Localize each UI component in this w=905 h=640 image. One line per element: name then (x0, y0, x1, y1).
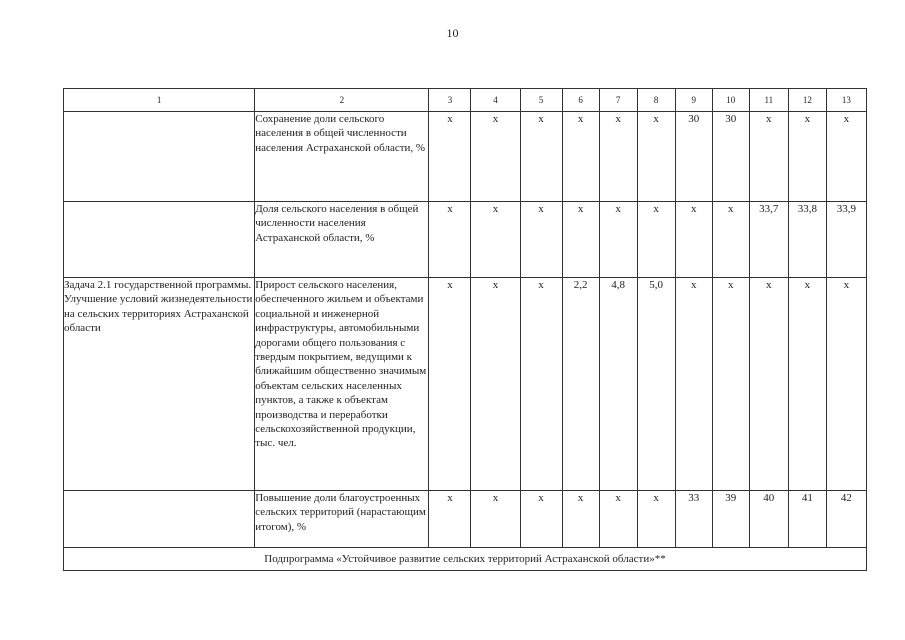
value-cell: 33,9 (826, 202, 866, 278)
value-cell: x (712, 202, 749, 278)
value-cell: 30 (712, 112, 749, 202)
header-cell: 2 (255, 89, 429, 112)
task-cell (64, 491, 255, 548)
task-cell (64, 202, 255, 278)
value-cell: x (637, 112, 675, 202)
value-cell: 5,0 (637, 278, 675, 491)
table-row (64, 491, 867, 548)
value-cell: x (675, 202, 712, 278)
value-cell: 39 (712, 491, 749, 548)
header-cell: 6 (562, 89, 599, 112)
value-cell: 2,2 (562, 278, 599, 491)
header-cell: 7 (599, 89, 637, 112)
header-cell: 1 (64, 89, 255, 112)
value-cell: x (788, 112, 826, 202)
value-cell: x (520, 491, 562, 548)
value-cell: x (471, 491, 520, 548)
value-cell: x (599, 202, 637, 278)
subprogram-row (64, 548, 867, 571)
subprogram-title: Подпрограмма «Устойчивое развитие сельских территорий Астраханской области»** (64, 548, 867, 571)
value-cell: 33,7 (749, 202, 788, 278)
value-cell: x (562, 112, 599, 202)
value-cell: 30 (675, 112, 712, 202)
value-cell: x (520, 202, 562, 278)
value-cell: x (471, 278, 520, 491)
value-cell: x (471, 202, 520, 278)
value-cell: x (637, 491, 675, 548)
value-cell: 40 (749, 491, 788, 548)
task-cell (64, 112, 255, 202)
header-cell: 11 (749, 89, 788, 112)
value-cell: x (749, 112, 788, 202)
task-cell: Задача 2.1 государственной программы. Улучшение условий жизнедеятельности на сельских территориях Астраханской области (64, 278, 255, 491)
header-cell: 8 (637, 89, 675, 112)
value-cell: 33,8 (788, 202, 826, 278)
value-cell: x (788, 278, 826, 491)
header-cell: 5 (520, 89, 562, 112)
indicator-cell: Доля сельского населения в общей численности населения Астраханской области, % (255, 202, 429, 278)
value-cell: x (637, 202, 675, 278)
value-cell: 4,8 (599, 278, 637, 491)
value-cell: x (712, 278, 749, 491)
table-header-row (64, 89, 867, 112)
value-cell: x (520, 112, 562, 202)
indicator-cell: Повышение доли благоустроенных сельских территорий (нарастающим итогом), % (255, 491, 429, 548)
table-row (64, 112, 867, 202)
value-cell: x (749, 278, 788, 491)
value-cell: x (826, 112, 866, 202)
page-number: 10 (446, 26, 459, 40)
header-cell: 3 (429, 89, 471, 112)
value-cell: x (599, 491, 637, 548)
header-cell: 10 (712, 89, 749, 112)
header-cell: 9 (675, 89, 712, 112)
header-cell: 13 (826, 89, 866, 112)
value-cell: x (675, 278, 712, 491)
value-cell: x (429, 202, 471, 278)
indicator-cell: Прирост сельского населения, обеспеченного жильем и объектами социальной и инженерной инфраструктуры, автомобильными дорогами общего пользования с твердым покрытием, ведущими к ближайшим общественно значимым объектам сельских населенных пунктов, а также к объектам производства и переработки сельскохозяйственной продукции, тыс. чел. (255, 278, 429, 491)
value-cell: x (429, 112, 471, 202)
indicator-cell: Сохранение доли сельского населения в общей численности населения Астраханской области, % (255, 112, 429, 202)
value-cell: x (429, 491, 471, 548)
value-cell: x (562, 491, 599, 548)
indicators-table (63, 88, 867, 571)
header-cell: 12 (788, 89, 826, 112)
value-cell: x (599, 112, 637, 202)
value-cell: 42 (826, 491, 866, 548)
header-cell: 4 (471, 89, 520, 112)
value-cell: x (826, 278, 866, 491)
value-cell: 41 (788, 491, 826, 548)
table-row (64, 278, 867, 491)
value-cell: x (520, 278, 562, 491)
table-row (64, 202, 867, 278)
value-cell: x (471, 112, 520, 202)
value-cell: x (562, 202, 599, 278)
value-cell: x (429, 278, 471, 491)
value-cell: 33 (675, 491, 712, 548)
